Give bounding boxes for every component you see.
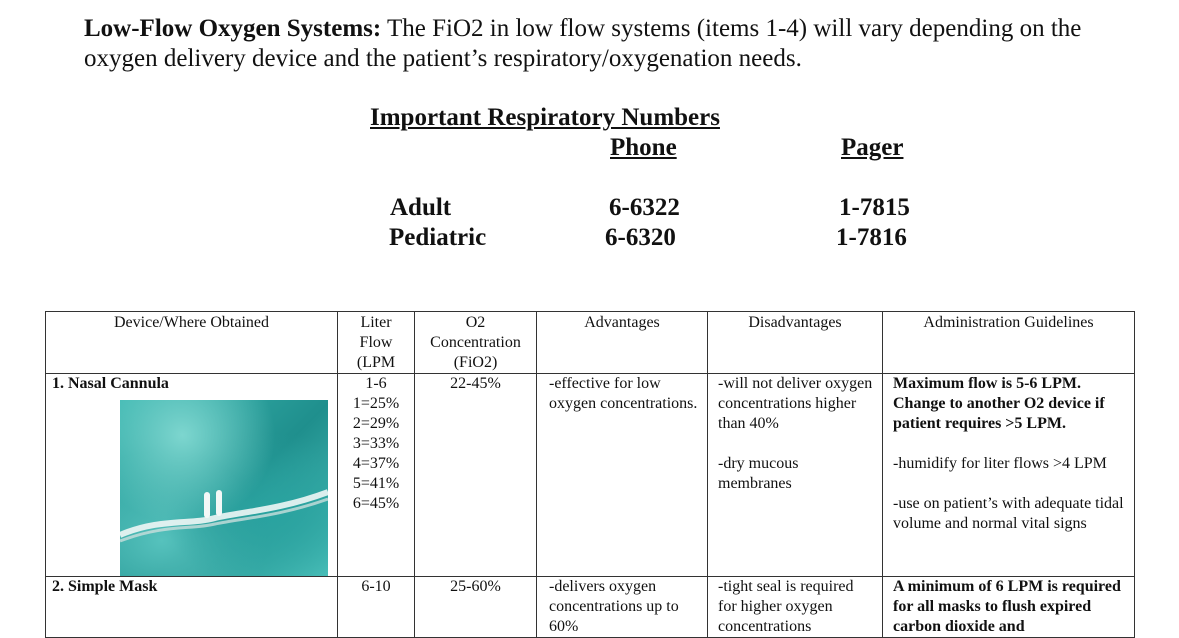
flow-value: 4=37% [352, 455, 400, 472]
header-o2-concentration: O2 Concentration (FiO2) [415, 312, 537, 374]
intro-heading: Low-Flow Oxygen Systems: [84, 15, 382, 42]
adult-pager: 1-7815 [839, 194, 910, 221]
device-name: 1. Nasal Cannula [52, 375, 169, 392]
header-device: Device/Where Obtained [46, 312, 338, 374]
disadvantage-item: -will not deliver oxygen concentrations higher than 40% [718, 375, 873, 432]
flow-value: 3=33% [352, 435, 400, 452]
header-guidelines: Administration Guidelines [883, 312, 1135, 374]
header-liter-flow: Liter Flow (LPM [338, 312, 415, 374]
intro-text: The FiO2 in low flow systems (items 1-4) will vary depending on the oxygen delivery device and the patient’s respiratory/oxygenation needs. [84, 15, 1082, 72]
advantages-cell: -delivers oxygen concentrations up to 60% [537, 577, 708, 638]
disadvantage-item: -tight seal is required for higher oxygen concentrations [718, 578, 854, 635]
liter-flow-cell [338, 577, 415, 638]
header-disadvantages: Disadvantages [708, 312, 883, 374]
disadvantage-item: -dry mucous membranes [718, 455, 799, 492]
o2-concentration-cell: 22-45% [415, 374, 537, 577]
table-row [46, 577, 1135, 638]
o2-concentration-cell: 25-60% [415, 577, 537, 638]
guidelines-cell [883, 374, 1135, 577]
guideline-item: -humidify for liter flows >4 LPM [893, 455, 1107, 472]
device-cell [46, 577, 338, 638]
pediatric-pager: 1-7816 [836, 224, 907, 251]
guideline-bold: Maximum flow is 5-6 LPM. Change to another O2 device if patient requires >5 LPM. [893, 375, 1105, 432]
flow-value: 6-10 [361, 578, 391, 595]
disadvantages-cell [708, 577, 883, 638]
table-row [46, 374, 1135, 577]
guidelines-cell [883, 577, 1135, 638]
nasal-cannula-icon [120, 400, 328, 576]
numbers-title: Important Respiratory Numbers [370, 104, 720, 131]
header-advantages: Advantages [537, 312, 708, 374]
guideline-item: -use on patient’s with adequate tidal volume and normal vital signs [893, 495, 1124, 532]
adult-label: Adult [390, 194, 452, 221]
flow-value: 2=29% [352, 415, 400, 432]
flow-value: 1=25% [352, 395, 400, 412]
oxygen-devices-table [45, 311, 1135, 638]
flow-value: 5=41% [352, 475, 400, 492]
disadvantages-cell [708, 374, 883, 577]
pediatric-label: Pediatric [389, 224, 487, 251]
respiratory-numbers [0, 0, 1179, 280]
phone-header: Phone [610, 134, 677, 161]
nasal-cannula-photo [120, 400, 328, 576]
table-header-row [46, 312, 1135, 374]
advantages-cell: -effective for low oxygen concentrations. [537, 374, 708, 577]
device-name: 2. Simple Mask [52, 578, 158, 595]
guideline-bold: A minimum of 6 LPM is required for all masks to flush expired carbon dioxide and [893, 578, 1121, 635]
adult-phone: 6-6322 [609, 194, 680, 221]
device-cell [46, 374, 338, 577]
flow-value: 6=45% [352, 495, 400, 512]
pager-header: Pager [841, 134, 904, 161]
liter-flow-cell [338, 374, 415, 577]
pediatric-phone: 6-6320 [605, 224, 676, 251]
flow-value: 1-6 [365, 375, 387, 392]
